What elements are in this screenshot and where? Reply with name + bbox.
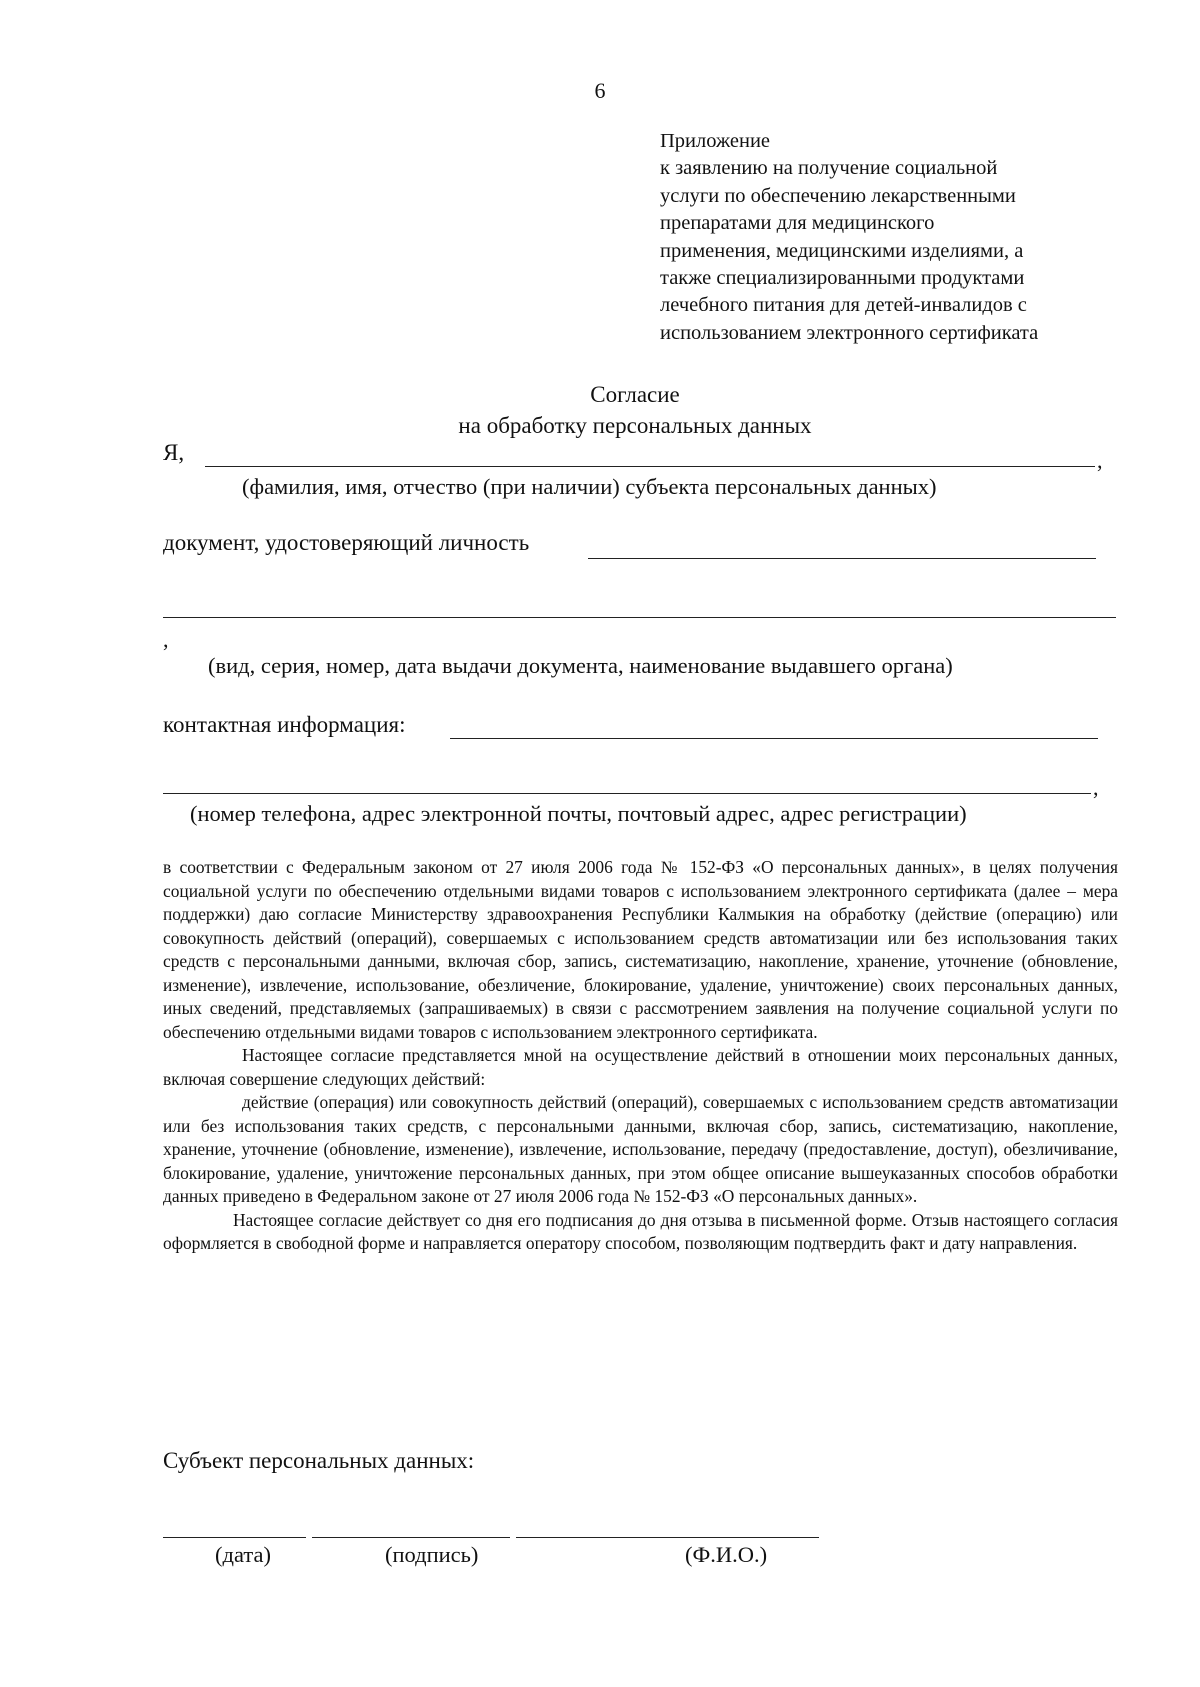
body-paragraph-2: Настоящее согласие представляется мной на осуществление действий в отношении моих персональных данных, включая совершение следующих действий: (163, 1045, 1118, 1089)
appendix-line: также специализированными продуктами (660, 267, 1025, 290)
body-paragraph-4: Настоящее согласие действует со дня его подписания до дня отзыва в письменной форме. Отзыв настоящего согласия оформляется в свободной форме и направляется оператору способом, позволяющим подтвердить факт и дату направления. (163, 1209, 1118, 1253)
signature-title: Субъект персональных данных: (163, 1448, 475, 1473)
fio-caption: (фамилия, имя, отчество (при наличии) субъекта персональных данных) (242, 474, 937, 499)
document-comma: , (163, 627, 169, 652)
contact-label: контактная информация: (163, 712, 406, 737)
contact-field-line-2[interactable] (163, 793, 1091, 794)
body-paragraph-1: в соответствии с Федеральным законом от 27 июля 2006 года № 152-ФЗ «О персональных данных», в целях получения социальной услуги по обеспечению отдельными видами товаров с использованием электронного сертификата (далее – мера поддержки) даю согласие Министерству здравоохранения Республики Калмыкия на обработку (действие (операцию) или совокупность действий (операций), совершаемых с использованием средств автоматизации или без использования таких средств с персональными данными, включая сбор, запись, систематизацию, накопление, хранение, уточнение (обновление, изменение), извлечение, использование, обезличение, блокирование, удаление, уничтожение) своих персональных данных, иных сведений, представляемых (запрашиваемых) в связи с рассмотрением заявления на получение социальной услуги по обеспечению отдельными видами товаров с использованием электронного сертификата. (163, 857, 1118, 1042)
consent-body (163, 856, 1118, 1256)
sign-field[interactable] (312, 1537, 510, 1538)
appendix-line: применения, медицинскими изделиями, а (660, 239, 1024, 262)
appendix-line: услуги по обеспечению лекарственными (660, 184, 1016, 207)
fio-sign-caption: (Ф.И.О.) (685, 1542, 768, 1567)
date-caption: (дата) (215, 1542, 271, 1567)
appendix-line: Приложение (660, 130, 771, 152)
fio-sign-field[interactable] (516, 1537, 819, 1538)
appendix-line: использованием электронного сертификата (660, 321, 1039, 344)
contact-caption: (номер телефона, адрес электронной почты, почтовый адрес, адрес регистрации) (190, 801, 967, 826)
document-field[interactable] (588, 558, 1096, 559)
title-line-1: Согласие (590, 382, 680, 407)
document-title (0, 379, 1200, 441)
i-label: Я, (163, 440, 185, 465)
document-caption: (вид, серия, номер, дата выдачи документа, наименование выдавшего органа) (208, 653, 953, 678)
contact-comma: , (1093, 775, 1099, 800)
contact-field[interactable] (450, 738, 1098, 739)
date-field[interactable] (163, 1537, 306, 1538)
document-label: документ, удостоверяющий личность (163, 530, 530, 555)
appendix-block (660, 128, 1120, 347)
document-field-line-2[interactable] (163, 617, 1116, 618)
appendix-line: лечебного питания для детей-инвалидов с (660, 294, 1027, 317)
body-paragraph-3: действие (операция) или совокупность действий (операций), совершаемых с использованием средств автоматизации или без использования таких средств, с персональными данными, включая сбор, запись, систематизацию, накопление, хранение, уточнение (обновление, изменение), извлечение, использование, передачу (предоставление, доступ), обезличивание, блокирование, удаление, уничтожение персональных данных, при этом общее описание вышеуказанных способов обработки данных приведено в Федеральном законе от 27 июля 2006 года № 152-ФЗ «О персональных данных». (163, 1092, 1118, 1206)
appendix-line: препаратами для медицинского (660, 212, 935, 235)
appendix-line: к заявлению на получение социальной (660, 157, 998, 180)
page-number: 6 (594, 78, 606, 103)
title-line-2: на обработку персональных данных (458, 413, 812, 438)
sign-caption: (подпись) (385, 1542, 479, 1567)
fio-field[interactable] (205, 466, 1095, 467)
fio-comma: , (1097, 448, 1103, 473)
